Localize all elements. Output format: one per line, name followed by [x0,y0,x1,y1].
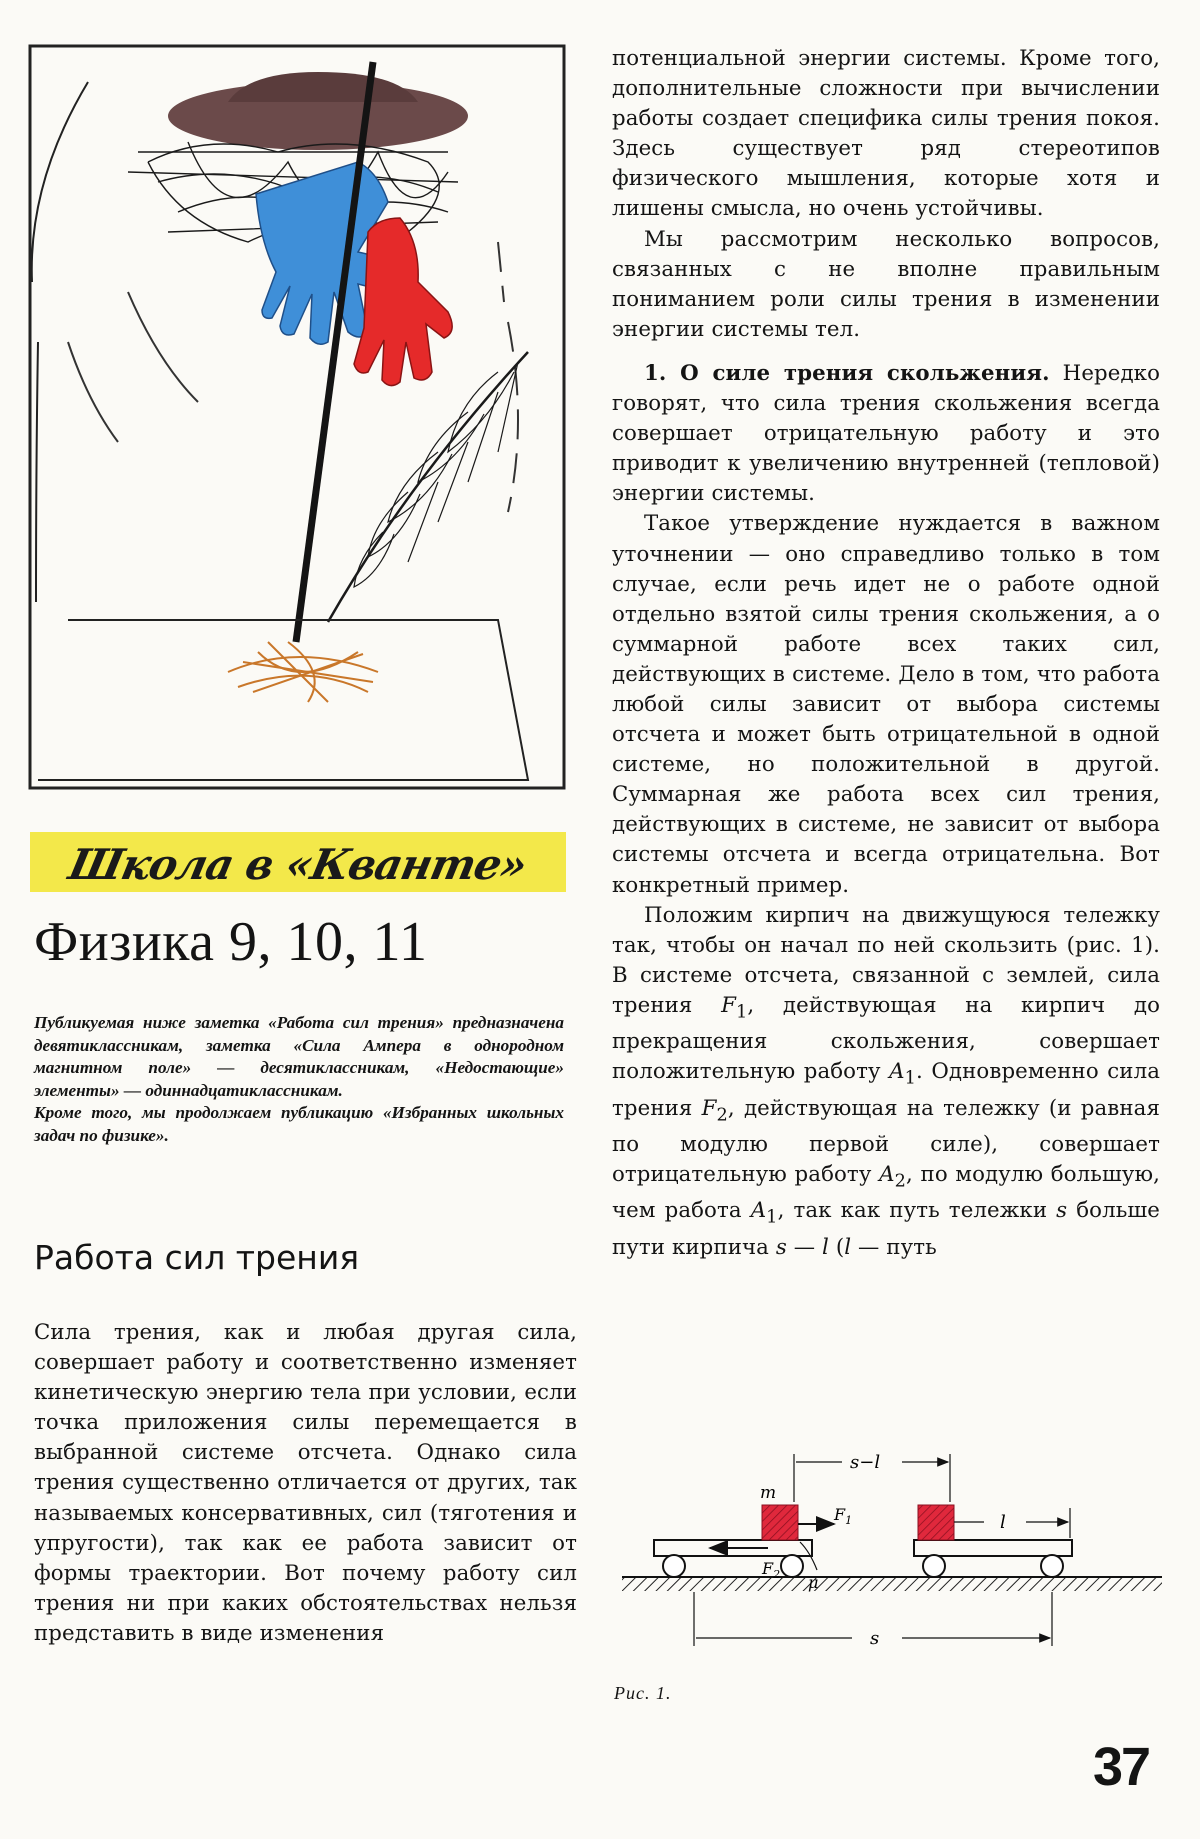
wheel [781,1555,803,1577]
illustration-drawing [28,42,568,792]
feather [328,352,528,622]
rubric-title: Школа в «Кванте» [64,840,531,889]
editorial-intro [34,1012,564,1147]
paragraph: Сила трения, как и любая другая сила, совершает работу и соответственно изменяет кинетическую энергию тела при условии, если точка приложения силы перемещается в выбранной системе отсчета. Однако сила трения существенно отличается от других, так называемых консервативных, сил (тяготения и упругости), так как ее работа зависит от формы траектории. Вот почему работу сил трения ни при каких обстоятельствах нельзя представить в виде изменения [34,1320,577,1646]
floor [38,620,528,780]
straw-nest [228,642,378,702]
paragraph: Мы рассмотрим несколько вопросов, связанных с не вполне правильным пониманием роли силы трения в изменении энергии системы тел. [612,226,1160,342]
subsection-heading: 1. О силе трения скольжения. [644,360,1050,386]
red-glove [354,218,452,386]
cart-right [914,1540,1072,1556]
paragraph: потенциальной энергии системы. Кроме того, дополнительные сложности при вычислении работы создает специфика силы трения покоя. Здесь существует ряд стереотипов физического мышления, которые хотя и лишены смысла, но очень устойчивы. [612,46,1160,222]
paragraph: Положим кирпич на движущуюся тележку так, чтобы он начал по ней скользить (рис. 1). В системе отсчета, связанной с землей, сила трения $F_1$, действующая на кирпич до прекращения скольжения, совершает положительную работу $A_1$. Одновременно сила трения $F_2$, действующая на тележку (и равная по модулю первой силе), совершает отрицательную работу $A_2$, по модулю большую, чем работа $A_1$, так как путь тележки s больше пути кирпича s — l (l — путь [612,902,1161,1260]
label-l: l [1000,1512,1006,1533]
figure-1 [612,1442,1172,1682]
cart-diagram [612,1442,1172,1682]
wheel [1041,1555,1063,1577]
label-s: s [870,1628,880,1649]
brick-left [762,1505,798,1540]
page-number: 37 [1093,1737,1150,1797]
section-title: Физика 9, 10, 11 [34,911,428,973]
rubric-banner [30,832,566,892]
article-title: Работа сил трения [34,1238,360,1277]
wheel [663,1555,685,1577]
right-column [612,44,1160,1263]
hat-crown [228,72,418,102]
brick-right [918,1505,954,1540]
paragraph: Такое утверждение нуждается в важном уточнении — оно справедливо только в том случае, если речь идет не о работе одной отдельно взятой силы трения скольжения, а о суммарной работе всех таких сил, действующих в системе. Дело в том, что работа любой силы зависит от выбора системы отсчета и может быть отрицательной в одной системе, но положительной в другой. Суммарная же работа всех сил трения, действующих в системе, не зависит от выбора системы отсчета и всегда отрицательна. Вот конкретный пример. [612,511,1160,898]
figure-caption: Рис. 1. [614,1683,672,1703]
paragraph: 1. О силе трения скольжения. Нередко говорят, что сила трения скольжения всегда совершает отрицательную работу и это приводит к увеличению внутренней (тепловой) энергии системы. [612,360,1161,507]
label-mu: μ [808,1573,819,1592]
label-m: m [760,1483,777,1503]
ground [622,1577,1162,1591]
wheel [923,1555,945,1577]
intro-paragraph: Публикуемая ниже заметка «Работа сил трения» предназначена девятиклассникам, заметка «Сила Ампера в однородном магнитном поле» — десятиклассникам, «Недостающие» элементы» — одиннадцатиклассникам. [34,1013,564,1100]
cover-illustration [28,42,568,792]
label-s-minus-l: s−l [850,1452,881,1473]
left-column [34,1318,577,1649]
intro-paragraph: Кроме того, мы продолжаем публикацию «Избранных школьных задач по физике». [34,1103,564,1145]
label-f2: $F_2$ [762,1559,781,1581]
label-f1: $F_1$ [834,1505,853,1527]
